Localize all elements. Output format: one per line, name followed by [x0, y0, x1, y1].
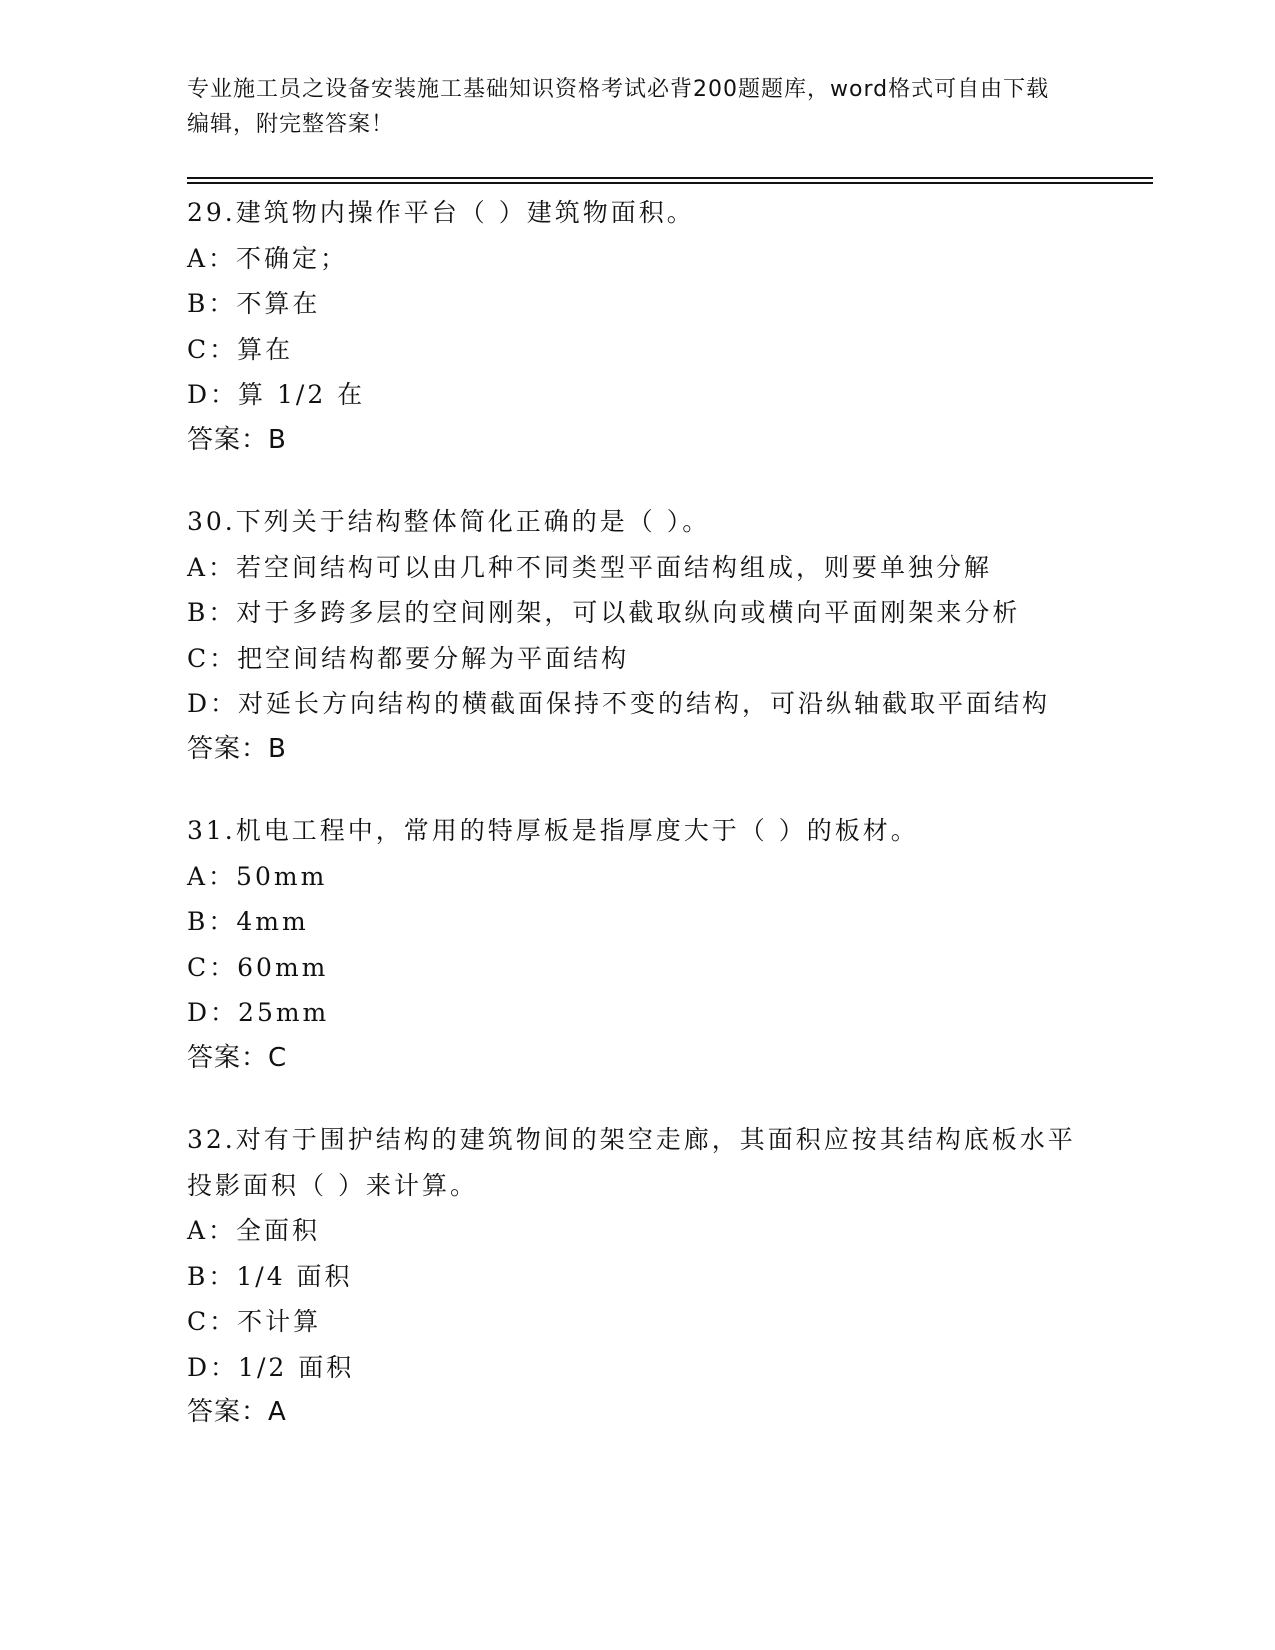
question-stem: 29.建筑物内操作平台（ ）建筑物面积。 — [187, 198, 695, 227]
answer-line: 答案：A — [187, 1397, 287, 1427]
option-b: B：4mm — [187, 907, 309, 936]
question-list — [187, 190, 1147, 1472]
question-32 — [187, 1117, 1147, 1436]
answer-line: 答案：B — [187, 733, 287, 764]
answer-line: 答案：B — [187, 424, 287, 455]
question-stem: 31.机电工程中，常用的特厚板是指厚度大于（ ）的板材。 — [187, 816, 919, 845]
option-b: B：1/4 面积 — [187, 1261, 353, 1291]
option-d: D：1/2 面积 — [187, 1352, 355, 1382]
option-c: C：60mm — [187, 952, 329, 982]
question-29 — [187, 190, 1147, 463]
option-d: D：25mm — [187, 998, 330, 1027]
header-divider-top — [187, 177, 1153, 179]
question-31 — [187, 808, 1147, 1081]
question-30 — [187, 499, 1147, 772]
header-divider-bottom — [187, 182, 1153, 184]
option-a: A：若空间结构可以由几种不同类型平面结构组成，则要单独分解 — [187, 552, 993, 582]
option-c: C：不计算 — [187, 1307, 322, 1336]
option-a: A：不确定； — [187, 243, 349, 273]
question-stem: 30.下列关于结构整体简化正确的是（ ）。 — [187, 507, 711, 536]
option-a: A：50mm — [187, 861, 328, 891]
option-b: B：不算在 — [187, 289, 321, 318]
option-d: D：对延长方向结构的横截面保持不变的结构，可沿纵轴截取平面结构 — [187, 689, 1051, 718]
answer-line: 答案：C — [187, 1042, 288, 1073]
question-stem: 32.对有于围护结构的建筑物间的架空走廊，其面积应按其结构底板水平投影面积（ ）来计算。 — [187, 1125, 1076, 1200]
document-header: 专业施工员之设备安装施工基础知识资格考试必背200题题库，word格式可自由下载编辑，附完整答案！ — [187, 77, 1050, 137]
option-d: D：算 1/2 在 — [187, 380, 366, 409]
option-c: C：算在 — [187, 334, 294, 364]
option-c: C：把空间结构都要分解为平面结构 — [187, 643, 630, 673]
option-a: A：全面积 — [187, 1216, 321, 1245]
option-b: B：对于多跨多层的空间刚架，可以截取纵向或横向平面刚架来分析 — [187, 598, 1021, 627]
